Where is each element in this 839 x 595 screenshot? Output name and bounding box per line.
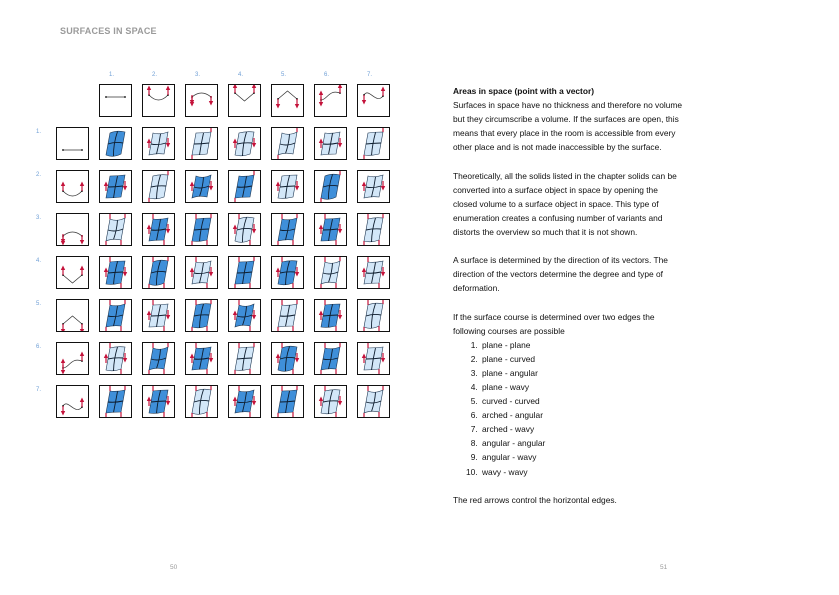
surface-cell xyxy=(185,256,218,289)
surface-cell xyxy=(357,299,390,332)
list-item: 4. plane - wavy xyxy=(480,380,683,394)
surface-cell xyxy=(185,170,218,203)
list-item: 3. plane - angular xyxy=(480,366,683,380)
surface-cell xyxy=(185,299,218,332)
surface-cell xyxy=(314,213,347,246)
list-item: 2. plane - curved xyxy=(480,352,683,366)
surface-cell xyxy=(314,170,347,203)
list-item: 7. arched - wavy xyxy=(480,422,683,436)
surface-cell xyxy=(99,213,132,246)
list-item: 9. angular - wavy xyxy=(480,450,683,464)
surface-cell xyxy=(99,170,132,203)
surface-cell xyxy=(185,385,218,418)
surface-cell xyxy=(185,342,218,375)
row-label: 4. xyxy=(36,258,42,264)
surface-cell xyxy=(228,299,261,332)
column-header-cell xyxy=(357,84,390,117)
surface-cell xyxy=(142,170,175,203)
page-number-left: 50 xyxy=(170,564,178,571)
surface-cell xyxy=(142,213,175,246)
surface-cell xyxy=(314,385,347,418)
row-header-cell xyxy=(56,385,89,418)
row-header-cell xyxy=(56,127,89,160)
courses-list xyxy=(453,338,683,479)
surface-cell xyxy=(314,342,347,375)
surface-cell xyxy=(314,299,347,332)
row-header-cell xyxy=(56,342,89,375)
column-header-cell xyxy=(314,84,347,117)
column-header-cell xyxy=(185,84,218,117)
column-header-cell xyxy=(142,84,175,117)
column-label: 6. xyxy=(324,72,330,78)
surface-cell xyxy=(271,213,304,246)
column-header-cell xyxy=(228,84,261,117)
surface-cell xyxy=(142,385,175,418)
surface-cell xyxy=(228,213,261,246)
paragraph-5: The red arrows control the horizontal edges. xyxy=(453,494,617,505)
row-label: 5. xyxy=(36,301,42,307)
surface-cell xyxy=(271,256,304,289)
surface-cell xyxy=(99,299,132,332)
section-header: SURFACES IN SPACE xyxy=(60,26,157,36)
surface-cell xyxy=(185,127,218,160)
surface-cell xyxy=(228,256,261,289)
surface-cell xyxy=(357,385,390,418)
row-header-cell xyxy=(56,299,89,332)
row-header-cell xyxy=(56,170,89,203)
column-label: 3. xyxy=(195,72,201,78)
surface-cell xyxy=(99,256,132,289)
surface-cell xyxy=(314,127,347,160)
surface-cell xyxy=(142,342,175,375)
list-item: 5. curved - curved xyxy=(480,394,683,408)
surface-cell xyxy=(99,342,132,375)
surface-cell xyxy=(185,213,218,246)
surface-cell xyxy=(271,385,304,418)
surface-cell xyxy=(271,299,304,332)
surface-cell xyxy=(271,127,304,160)
row-label: 7. xyxy=(36,387,42,393)
list-item: 10. wavy - wavy xyxy=(480,465,683,479)
text-heading: Areas in space (point with a vector) xyxy=(453,86,595,96)
column-header-cell xyxy=(271,84,304,117)
row-label: 3. xyxy=(36,215,42,221)
column-label: 4. xyxy=(238,72,244,78)
surface-cell xyxy=(357,127,390,160)
surface-cell xyxy=(99,385,132,418)
surface-cell xyxy=(357,256,390,289)
surface-cell xyxy=(357,170,390,203)
surface-cell xyxy=(228,170,261,203)
column-label: 7. xyxy=(367,72,373,78)
surface-cell xyxy=(271,170,304,203)
list-item: 1. plane - plane xyxy=(480,338,683,352)
surface-cell xyxy=(357,342,390,375)
paragraph-2: Theoretically, all the solids listed in the chapter solids can be converted into a surface object in space by opening the closed volume to a surface object in space. This type of enumeration creates a confusing number of variants and distorts the overview so much that it is not shown. xyxy=(453,170,677,237)
surface-cell xyxy=(314,256,347,289)
paragraph-4: If the surface course is determined over two edges the following courses are possible xyxy=(453,311,655,336)
surface-cell xyxy=(228,342,261,375)
list-item: 8. angular - angular xyxy=(480,436,683,450)
row-header-cell xyxy=(56,213,89,246)
row-label: 1. xyxy=(36,129,42,135)
text-column xyxy=(453,84,683,507)
column-label: 2. xyxy=(152,72,158,78)
surface-cell xyxy=(271,342,304,375)
surface-cell xyxy=(142,127,175,160)
row-header-cell xyxy=(56,256,89,289)
row-label: 6. xyxy=(36,344,42,350)
surface-cell xyxy=(228,385,261,418)
surface-cell xyxy=(357,213,390,246)
paragraph-3: A surface is determined by the direction of its vectors. The direction of the vectors determine the degree and type of deformation. xyxy=(453,255,668,294)
column-label: 1. xyxy=(109,72,115,78)
row-label: 2. xyxy=(36,172,42,178)
list-item: 6. arched - angular xyxy=(480,408,683,422)
surface-cell xyxy=(142,256,175,289)
paragraph-1: Surfaces in space have no thickness and therefore no volume but they circumscribe a volume. If the surfaces are open, this means that every place in the room is accessible from every other place and is not made inaccessible by the surface. xyxy=(453,100,683,153)
page-number-right: 51 xyxy=(660,564,668,571)
column-header-cell xyxy=(99,84,132,117)
column-label: 5. xyxy=(281,72,287,78)
surface-cell xyxy=(99,127,132,160)
surface-cell xyxy=(228,127,261,160)
surface-cell xyxy=(142,299,175,332)
